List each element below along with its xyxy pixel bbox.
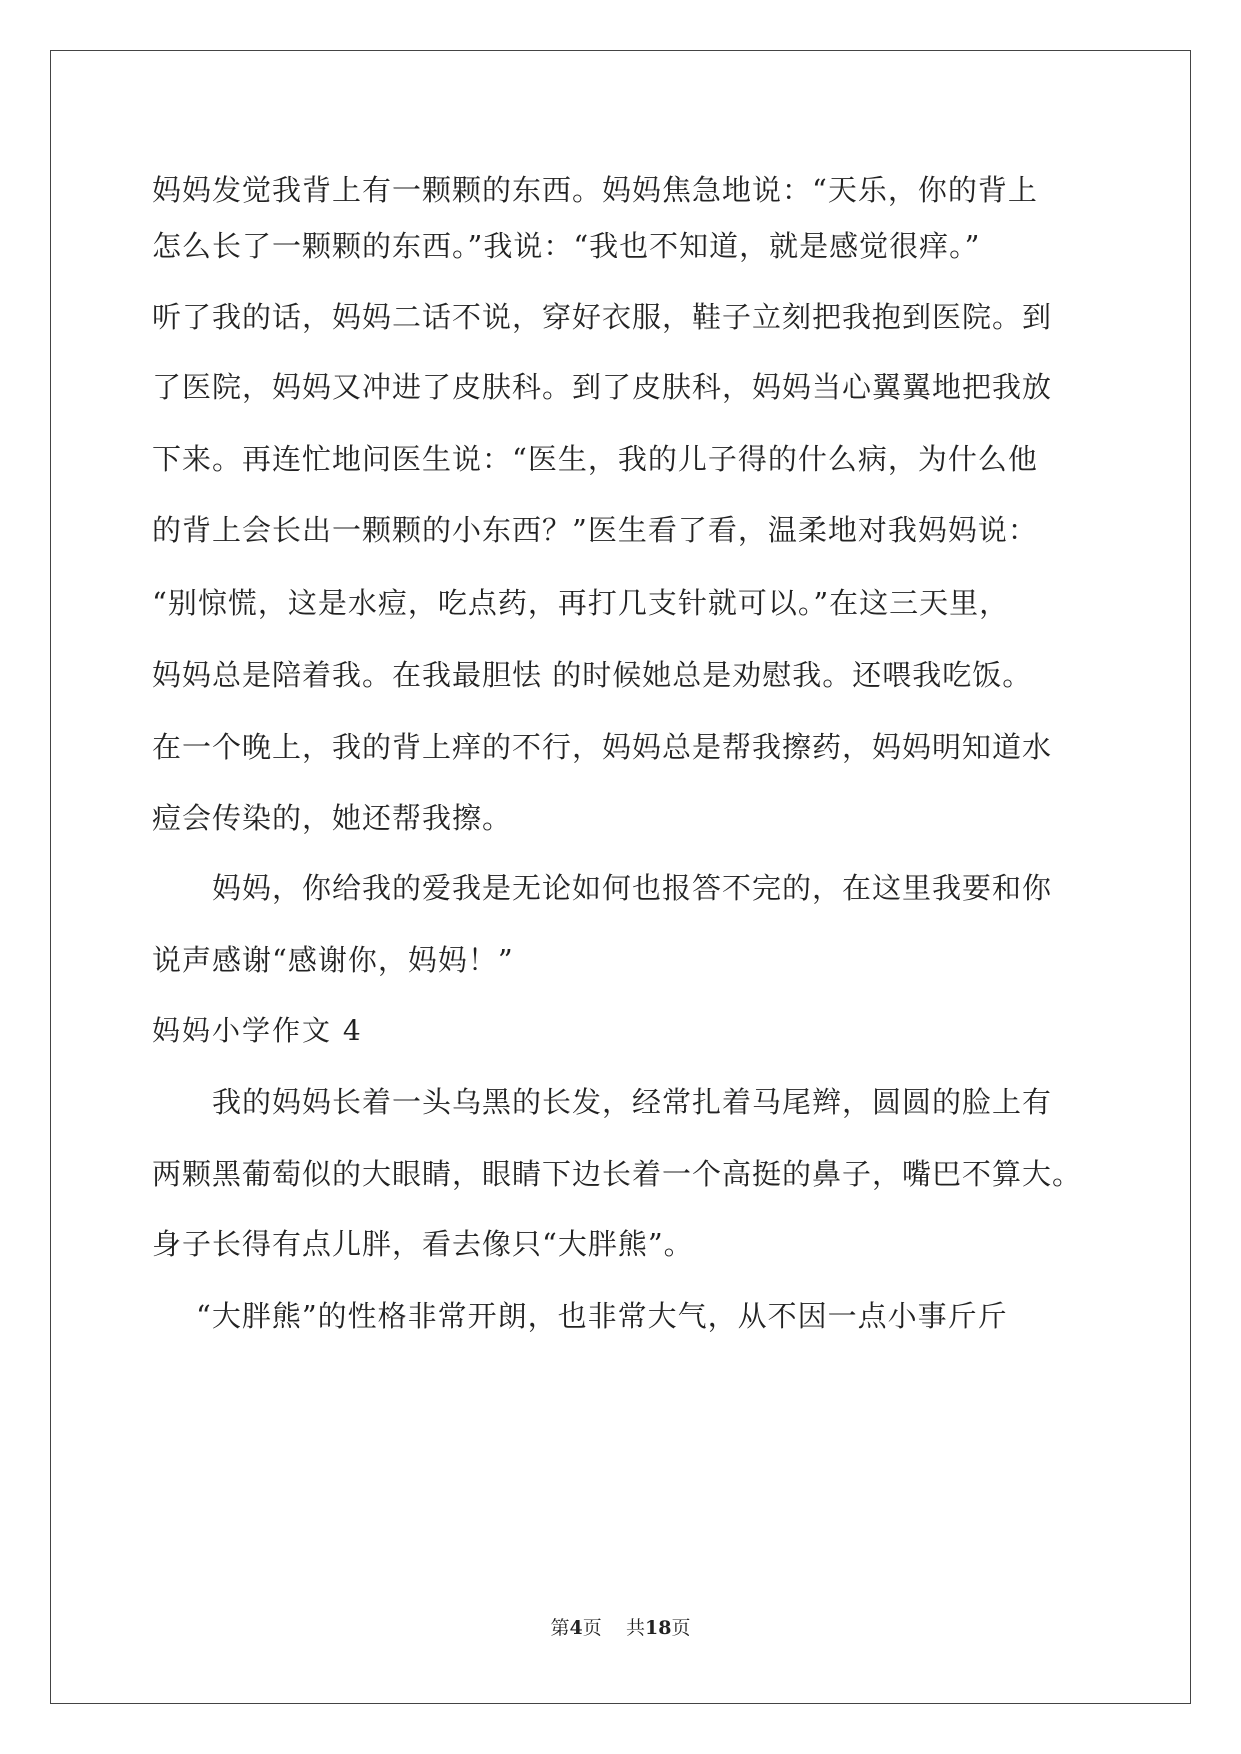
footer-total-suffix: 页 xyxy=(671,1617,691,1639)
footer-page-suffix: 页 xyxy=(582,1617,602,1639)
body-text-line: 的背上会长出一颗颗的小东西？”医生看了看，温柔地对我妈妈说： xyxy=(152,513,1038,547)
current-page-number: 4 xyxy=(569,1617,583,1639)
body-text-line: 妈妈总是陪着我。在我最胆怯 的时候她总是劝慰我。还喂我吃饭。 xyxy=(152,658,1033,692)
paragraph-first-line: 我的妈妈长着一头乌黑的长发，经常扎着马尾辫，圆圆的脸上有 xyxy=(212,1085,1053,1119)
footer-total-prefix: 共 xyxy=(625,1617,645,1639)
body-text-line: 痘会传染的，她还帮我擦。 xyxy=(152,801,513,835)
body-text-line: 身子长得有点儿胖，看去像只“大胖熊”。 xyxy=(152,1227,694,1261)
page-footer xyxy=(0,1616,1241,1640)
body-text-line: 说声感谢“感谢你，妈妈！” xyxy=(152,943,514,977)
paragraph-first-line: 妈妈，你给我的爱我是无论如何也报答不完的，在这里我要和你 xyxy=(212,871,1053,905)
body-text-line: “别惊慌，这是水痘，吃点药，再打几支针就可以。”在这三天里， xyxy=(152,586,1010,620)
section-heading: 妈妈小学作文 4 xyxy=(152,1014,363,1047)
body-text-line: 怎么长了一颗颗的东西。”我说：“我也不知道，就是感觉很痒。” xyxy=(152,229,981,263)
footer-prefix: 第 xyxy=(550,1617,570,1639)
paragraph-first-line: “大胖熊”的性格非常开朗，也非常大气，从不因一点小事斤斤 xyxy=(196,1299,1008,1333)
body-text-line: 妈妈发觉我背上有一颗颗的东西。妈妈焦急地说：“天乐，你的背上 xyxy=(152,173,1038,207)
body-text-line: 下来。再连忙地问医生说：“医生，我的儿子得的什么病，为什么他 xyxy=(152,442,1038,476)
body-text-line: 了医院，妈妈又冲进了皮肤科。到了皮肤科，妈妈当心翼翼地把我放 xyxy=(152,370,1053,404)
total-page-count: 18 xyxy=(644,1617,672,1639)
body-text-line: 两颗黑葡萄似的大眼睛，眼睛下边长着一个高挺的鼻子，嘴巴不算大。 xyxy=(152,1157,1083,1191)
body-text-line: 在一个晚上，我的背上痒的不行，妈妈总是帮我擦药，妈妈明知道水 xyxy=(152,730,1053,764)
body-text-line: 听了我的话，妈妈二话不说，穿好衣服，鞋子立刻把我抱到医院。到 xyxy=(152,300,1053,334)
